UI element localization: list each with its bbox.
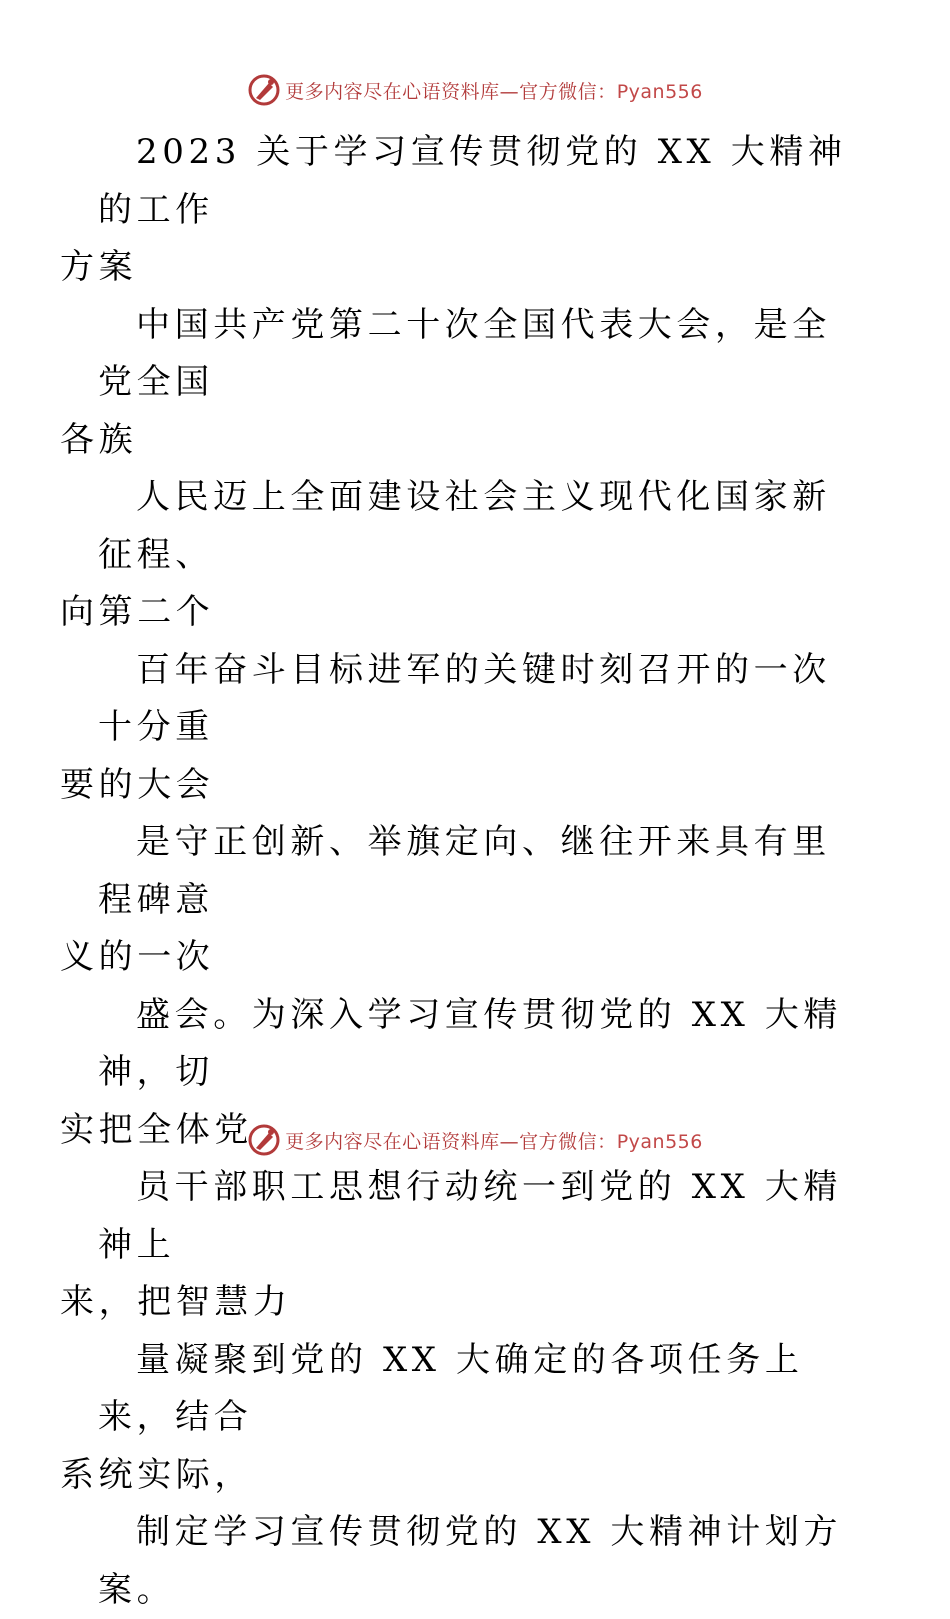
line: 员干部职工思想行动统一到党的 XX 大精神上 xyxy=(98,1167,843,1265)
paragraph xyxy=(60,642,858,815)
line: 制定学习宣传贯彻党的 XX 大精神计划方案。 xyxy=(98,1512,843,1610)
line: 来，把智慧力 xyxy=(60,1282,292,1322)
paragraph-title xyxy=(60,124,858,297)
line: 盛会。为深入学习宣传贯彻党的 XX 大精神，切 xyxy=(98,994,843,1092)
watermark-text: 更多内容尽在心语资料库—官方微信：Pyan556 xyxy=(285,1130,703,1153)
paragraph xyxy=(60,1332,858,1505)
pen-seal-logo-icon xyxy=(247,1123,281,1157)
line: 方案 xyxy=(60,247,138,287)
watermark-text: 更多内容尽在心语资料库—官方微信：Pyan556 xyxy=(285,80,703,103)
paragraph xyxy=(60,814,858,987)
paragraph xyxy=(60,297,858,470)
line: 实把全体党 xyxy=(60,1109,253,1150)
line: 各族 xyxy=(60,419,138,460)
paragraph xyxy=(60,469,858,642)
line: 要的大会 xyxy=(60,764,215,805)
paragraph xyxy=(98,1504,858,1619)
line: 2023 关于学习宣传贯彻党的 XX 大精神的工作 xyxy=(98,132,847,230)
line: 向第二个 xyxy=(60,592,215,632)
line: 人民迈上全面建设社会主义现代化国家新征程、 xyxy=(98,477,831,575)
footer-watermark xyxy=(0,1120,950,1160)
line: 百年奋斗目标进军的关键时刻召开的一次十分重 xyxy=(98,649,831,747)
header-watermark xyxy=(0,70,950,110)
document-body xyxy=(60,124,858,1619)
line: 系统实际， xyxy=(60,1454,253,1495)
pen-seal-logo-icon xyxy=(247,73,281,107)
line: 是守正创新、举旗定向、继往开来具有里程碑意 xyxy=(98,822,831,920)
line: 中国共产党第二十次全国代表大会，是全党全国 xyxy=(98,304,831,402)
line: 义的一次 xyxy=(60,937,215,977)
line: 量凝聚到党的 XX 大确定的各项任务上来，结合 xyxy=(98,1339,804,1437)
paragraph xyxy=(60,1159,858,1332)
